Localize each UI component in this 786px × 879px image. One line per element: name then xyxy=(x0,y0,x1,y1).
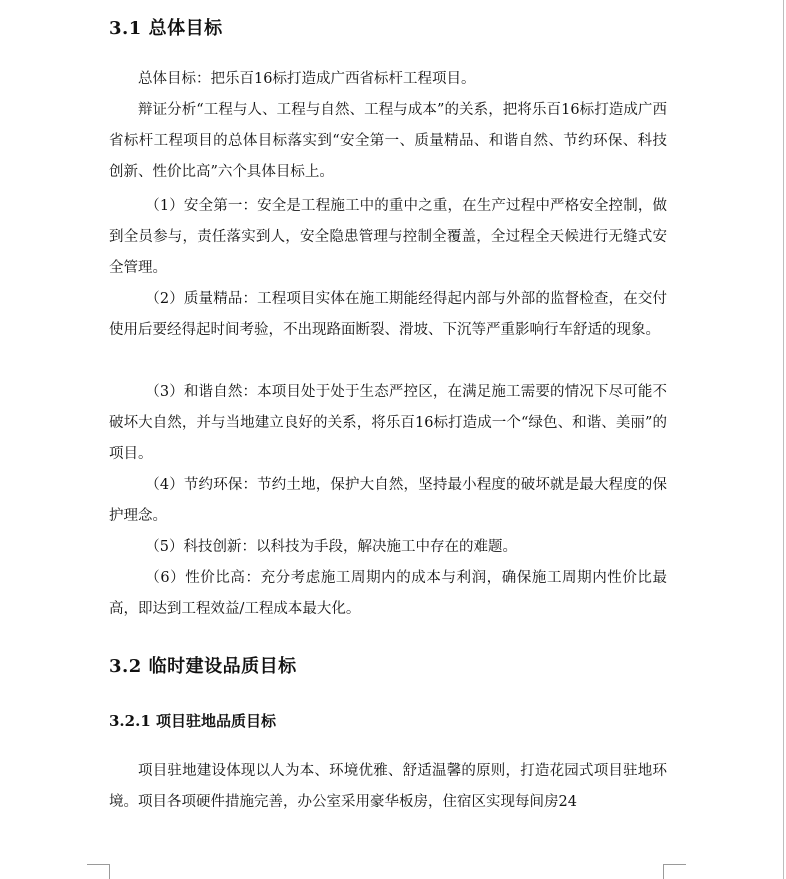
paragraph-dialectical-analysis: 辩证分析“工程与人、工程与自然、工程与成本”的关系，把将乐百16标打造成广西省标杆工程项目的总体目标落实到“安全第一、质量精品、和谐自然、节约环保、科技创新、性价比高”六个具体目标上。 xyxy=(109,102,667,180)
list-item-energy-saving: （4）节约环保：节约土地，保护大自然，坚持最小程度的破坏就是最大程度的保护理念。 xyxy=(109,477,667,524)
section-heading-3-2-1: 3.2.1 项目驻地品质目标 xyxy=(109,712,276,730)
page-edge-line xyxy=(783,0,784,879)
list-item-safety-first: （1）安全第一：安全是工程施工中的重中之重，在生产过程中严格安全控制，做到全员参与，责任落实到人，安全隐患管理与控制全覆盖，全过程全天候进行无缝式安全管理。 xyxy=(109,198,667,276)
page-corner-mark-left xyxy=(87,864,110,879)
section-heading-3-2: 3.2 临时建设品质目标 xyxy=(109,656,297,677)
paragraph-project-site: 项目驻地建设体现以人为本、环境优雅、舒适温馨的原则，打造花园式项目驻地环境。项目各项硬件措施完善，办公室采用豪华板房，住宿区实现每间房24 xyxy=(109,763,667,810)
page-corner-mark-right xyxy=(663,864,686,879)
list-item-harmony-nature: （3）和谐自然：本项目处于处于生态严控区，在满足施工需要的情况下尽可能不破坏大自然，并与当地建立良好的关系，将乐百16标打造成一个“绿色、和谐、美丽”的项目。 xyxy=(109,384,667,462)
list-item-tech-innovation: （5）科技创新：以科技为手段，解决施工中存在的难题。 xyxy=(145,539,517,555)
section-heading-3-1: 3.1 总体目标 xyxy=(109,18,223,39)
list-item-quality: （2）质量精品：工程项目实体在施工期能经得起内部与外部的监督检查，在交付使用后要经得起时间考验，不出现路面断裂、滑坡、下沉等严重影响行车舒适的现象。 xyxy=(109,291,667,338)
list-item-cost-performance: （6）性价比高：充分考虑施工周期内的成本与利润，确保施工周期内性价比最高，即达到工程效益/工程成本最大化。 xyxy=(109,570,667,617)
paragraph-overall-goal: 总体目标：把乐百16标打造成广西省标杆工程项目。 xyxy=(138,71,476,87)
